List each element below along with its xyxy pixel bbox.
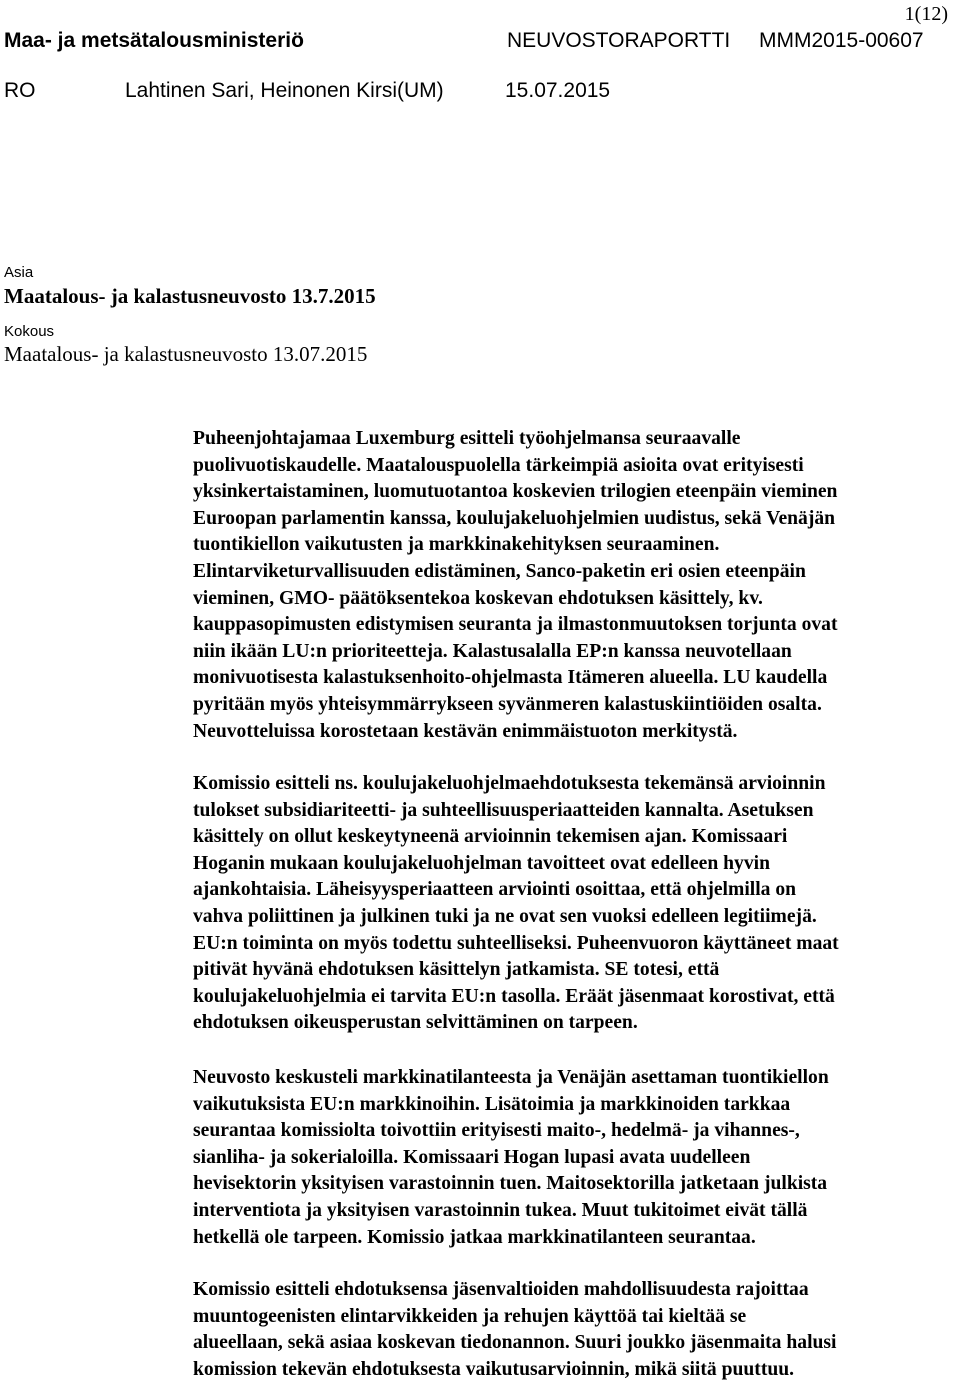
text-line: monivuotisesta kalastuksenhoito-ohjelmasta Itämeren alueella. LU kaudella xyxy=(193,667,828,689)
text-line: käsittely on ollut keskeytyneenä arvioinnin tekemisen ajan. Komissaari xyxy=(193,826,788,848)
meeting-label: Kokous xyxy=(4,323,55,340)
authors: Lahtinen Sari, Heinonen Kirsi(UM) xyxy=(125,79,444,102)
text-line: alueellaan, sekä asiaa koskevan tiedonannon. Suuri joukko jäsenmaita halusi xyxy=(193,1332,837,1354)
subject-value: Maatalous- ja kalastusneuvosto 13.7.2015 xyxy=(4,284,376,308)
text-line: Elintarviketurvallisuuden edistäminen, Sanco-paketin eri osien eteenpäin xyxy=(193,560,806,582)
text-line: EU:n toiminta on myös todettu suhteelliseksi. Puheenvuoron käyttäneet maat xyxy=(193,932,839,954)
document-type: NEUVOSTORAPORTTI xyxy=(507,29,731,52)
paragraph-presidency-programme xyxy=(193,426,955,745)
unit-code: RO xyxy=(4,79,36,102)
subject-label: Asia xyxy=(4,264,34,281)
text-line: seurantaa komissiolta toivottiin erityisesti maito-, hedelmä- ja vihannes-, xyxy=(193,1120,800,1142)
text-line: Neuvosto keskusteli markkinatilanteesta ja Venäjän asettaman tuontikiellon xyxy=(193,1067,829,1088)
ministry-name: Maa- ja metsätalousministeriö xyxy=(4,29,304,52)
text-line: yksinkertaistaminen, luomutuotantoa koskevien trilogien eteenpäin vieminen xyxy=(193,481,838,503)
text-line: muuntogeenisten elintarvikkeiden ja rehujen käyttöä tai kieltää se xyxy=(193,1305,747,1327)
document-id: MMM2015-00607 xyxy=(759,29,924,52)
text-line: interventiota ja yksityisen varastoinnin tukea. Muut tukitoimet eivät tällä xyxy=(193,1199,808,1221)
text-line: Puheenjohtajamaa Luxemburg esitteli työohjelmansa seuraavalle xyxy=(193,428,741,449)
text-line: vaikutuksista EU:n markkinoihin. Lisätoimia ja markkinoiden tarkkaa xyxy=(193,1093,791,1115)
text-line: Hoganin mukaan koulujakeluohjelman tavoitteet ovat edelleen hyvin xyxy=(193,852,770,874)
text-line: tulokset subsidiariteetti- ja suhteellisuusperiaatteiden kannalta. Asetuksen xyxy=(193,799,814,821)
text-line: Komissio esitteli ns. koulujakeluohjelmaehdotuksesta tekemänsä arvioinnin xyxy=(193,773,826,794)
page-number: 1(12) xyxy=(904,3,948,25)
text-line: pitivät hyvänä ehdotuksen käsittelyn jatkamista. SE totesi, että xyxy=(193,959,720,981)
paragraph-school-scheme xyxy=(193,771,955,1037)
text-line: vieminen, GMO- päätöksentekoa koskevan ehdotuksen käsittely, kv. xyxy=(193,587,763,609)
meeting-value: Maatalous- ja kalastusneuvosto 13.07.2015 xyxy=(4,342,368,366)
text-line: ajankohtaisia. Läheisyysperiaatteen arviointi osoittaa, että ohjelmilla on xyxy=(193,879,797,901)
text-line: Neuvotteluissa korostetaan kestävän enimmäistuoton merkitystä. xyxy=(193,720,738,742)
text-line: hevisektorin yksityisen varastoinnin tuen. Maitosektorilla jatketaan julkista xyxy=(193,1173,828,1195)
text-line: tuontikiellon vaikutusten ja markkinakehityksen seuraaminen. xyxy=(193,534,720,556)
text-line: vahva poliittinen ja julkinen tuki ja ne ovat sen vuoksi edelleen legitiimejä. xyxy=(193,905,817,927)
text-line: Euroopan parlamentin kanssa, koulujakeluohjelmien uudistus, sekä Venäjän xyxy=(193,507,836,529)
text-line: pyritään myös yhteisymmärrykseen syvänmeren kalastuskiintiöiden osalta. xyxy=(193,693,822,715)
text-line: komission tekevän ehdotuksesta vaikutusarvioinnin, mikä siitä puuttuu. xyxy=(193,1358,795,1380)
text-line: Komissio esitteli ehdotuksensa jäsenvaltioiden mahdollisuudesta rajoittaa xyxy=(193,1279,809,1300)
paragraph-market-situation xyxy=(193,1065,955,1251)
text-line: koulujakeluohjelmia ei tarvita EU:n tasolla. Eräät jäsenmaat korostivat, että xyxy=(193,985,835,1007)
paragraph-gmo-proposal xyxy=(193,1277,955,1383)
text-line: ehdotuksen oikeusperustan selvittäminen on tarpeen. xyxy=(193,1012,638,1034)
document-date: 15.07.2015 xyxy=(505,79,611,102)
text-line: hetkellä ole tarpeen. Komissio jatkaa markkinatilanteen seurantaa. xyxy=(193,1226,756,1248)
text-line: niin ikään LU:n prioriteetteja. Kalastusalalla EP:n kanssa neuvotellaan xyxy=(193,640,792,662)
text-line: sianliha- ja sokerialoilla. Komissaari Hogan lupasi avata uudelleen xyxy=(193,1146,751,1168)
text-line: puolivuotiskaudelle. Maatalouspuolella tärkeimpiä asioita ovat erityisesti xyxy=(193,454,804,476)
text-line: kauppasopimusten edistymisen seuranta ja ilmastonmuutoksen torjunta ovat xyxy=(193,614,838,636)
